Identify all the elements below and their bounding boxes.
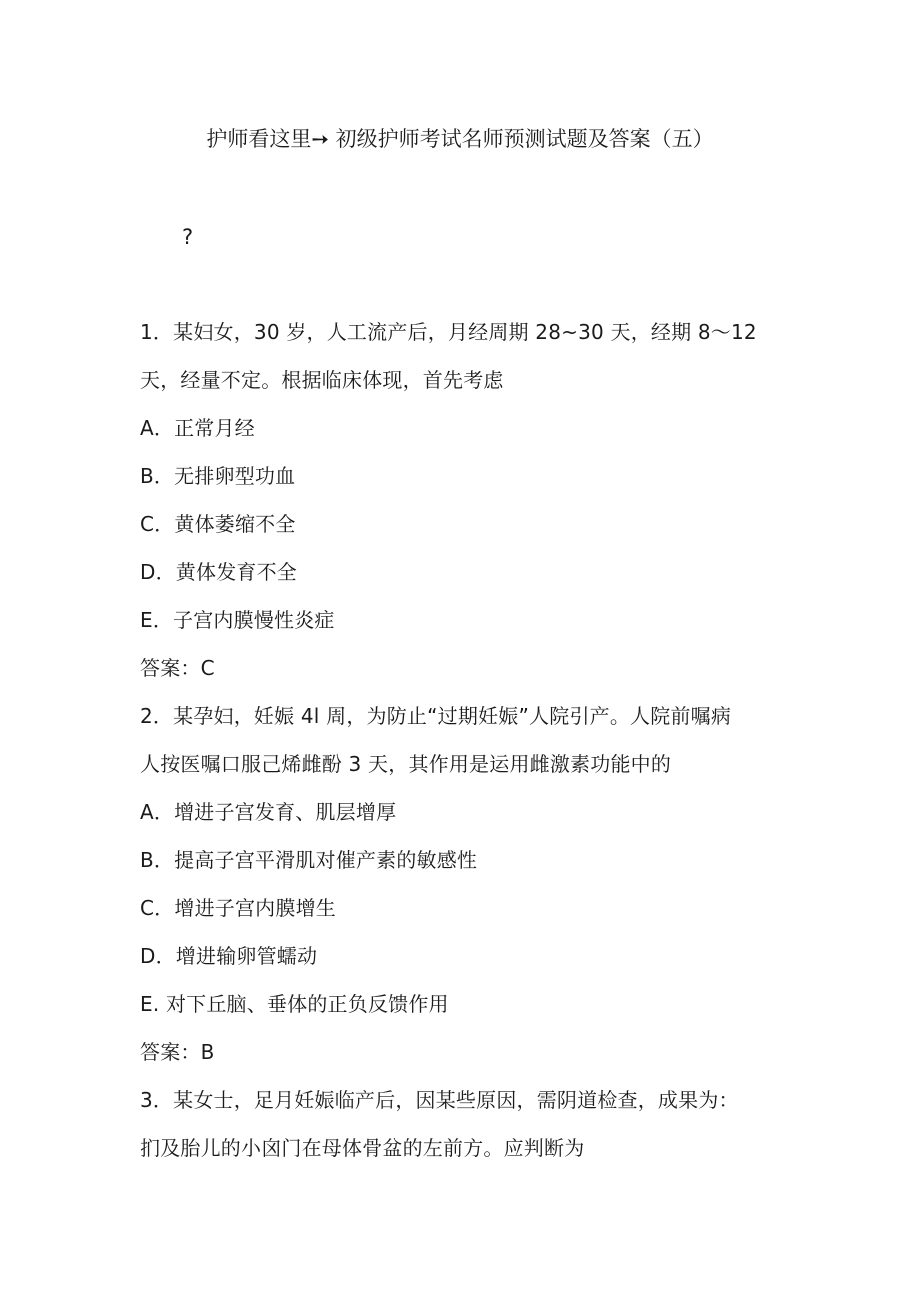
question-2-stem-line-2: 人按医嘱口服己烯雌酚 3 天，其作用是运用雌激素功能中的 [140,752,672,776]
question-2-answer: 答案：B [140,1040,215,1064]
question-3-stem-line-2: 扪及胎儿的小囟门在母体骨盆的左前方。应判断为 [140,1136,585,1160]
question-mark-symbol: ? [182,225,194,249]
question-1-option-a: A．正常月经 [140,416,255,440]
question-1-option-d: D．黄体发育不全 [140,560,298,584]
question-2-option-b: B．提高子宫平滑肌对催产素的敏感性 [140,848,478,872]
question-1-answer: 答案：C [140,656,215,680]
question-3-stem-line-1: 3．某女士，足月妊娠临产后，因某些原因，需阴道检查，成果为： [140,1088,739,1112]
document-title: 护师看这里➙ 初级护师考试名师预测试题及答案（五） [206,127,714,151]
question-1-option-e: E．子宫内膜慢性炎症 [140,608,335,632]
question-2-option-a: A．增进子宫发育、肌层增厚 [140,800,397,824]
question-1-option-b: B．无排卵型功血 [140,464,296,488]
question-1-stem-line-2: 天，经量不定。根据临床体现，首先考虑 [140,368,504,392]
question-1-option-c: C．黄体萎缩不全 [140,512,296,536]
question-1-stem-line-1: 1．某妇女，30 岁，人工流产后，月经周期 28~30 天，经期 8～12 [140,320,757,344]
question-2-stem-line-1: 2．某孕妇，妊娠 4l 周，为防止“过期妊娠”人院引产。人院前嘱病 [140,704,732,728]
question-2-option-d: D．增进输卵管蠕动 [140,944,318,968]
question-2-option-c: C．增进子宫内膜增生 [140,896,336,920]
question-2-option-e: E. 对下丘脑、垂体的正负反馈作用 [140,992,449,1016]
